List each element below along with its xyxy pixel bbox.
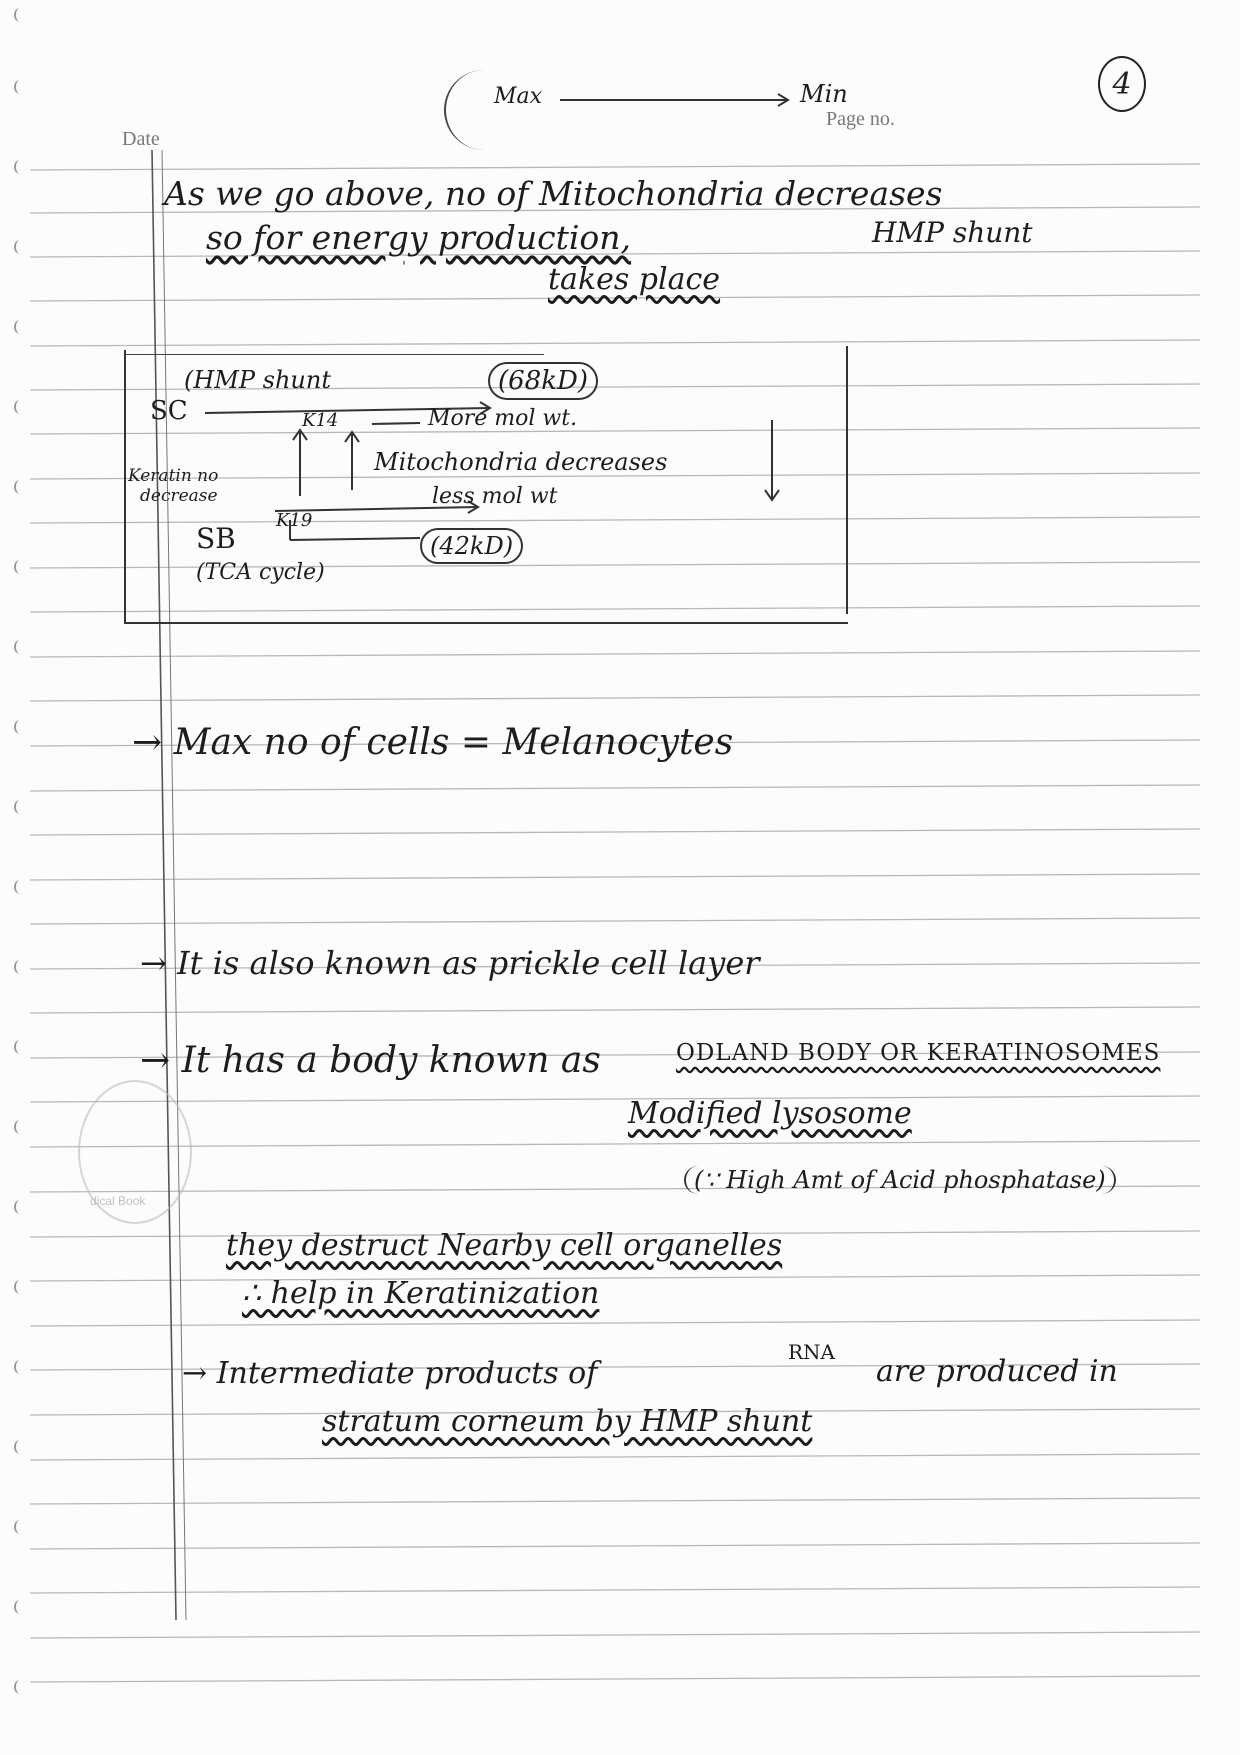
note-stratum: stratum corneum by HMP shunt xyxy=(322,1404,813,1439)
diagram-sb: SB xyxy=(196,522,236,555)
note-keratinization: ∴ help in Keratinization xyxy=(242,1276,600,1311)
diagram-tca: (TCA cycle) xyxy=(196,560,325,585)
line-takes-place: takes place xyxy=(548,262,721,297)
line-hmp-shunt: HMP shunt xyxy=(872,216,1033,249)
note-rna: RNA xyxy=(788,1340,836,1364)
page-number-text: 4 xyxy=(1112,66,1132,102)
binding-ring xyxy=(14,640,26,654)
date-label: Date xyxy=(122,128,160,150)
binding-ring xyxy=(14,880,26,894)
diagram-k19: K19 xyxy=(276,510,313,531)
note-modified-lysosome: Modified lysosome xyxy=(628,1096,912,1131)
diagram-mito: Mitochondria decreases xyxy=(374,448,668,476)
page-number xyxy=(1098,56,1146,112)
box-top-edge xyxy=(124,354,544,355)
binding-ring xyxy=(14,1440,26,1454)
binding-ring xyxy=(14,240,26,254)
note-prickle: → It is also known as prickle cell layer xyxy=(140,944,760,982)
note-acid-phosphatase: (∵ High Amt of Acid phosphatase) xyxy=(684,1166,1116,1194)
binding-ring xyxy=(14,1360,26,1374)
binding-ring xyxy=(14,1520,26,1534)
binding-ring xyxy=(14,1120,26,1134)
binding-ring xyxy=(14,1200,26,1214)
note-intermediate-tail: are produced in xyxy=(876,1354,1118,1389)
binding-ring xyxy=(14,400,26,414)
binding-ring xyxy=(14,960,26,974)
binding-ring xyxy=(14,560,26,574)
line-energy: so for energy production, xyxy=(206,218,632,257)
box-right-edge xyxy=(846,346,848,614)
diagram-less-mol: less mol wt xyxy=(432,484,558,509)
note-destruct: they destruct Nearby cell organelles xyxy=(226,1228,783,1263)
line-mitochondria: As we go above, no of Mitochondria decreases xyxy=(164,174,943,213)
diagram-k14: K14 xyxy=(302,410,339,431)
binding-ring xyxy=(14,1280,26,1294)
diagram-42kd: (42kD) xyxy=(420,528,523,564)
diagram-hmp: (HMP shunt xyxy=(184,366,331,394)
binding-ring xyxy=(14,80,26,94)
diagram-keratin-no: Keratin no xyxy=(128,466,219,486)
note-intermediate-lead: → Intermediate products of xyxy=(182,1356,598,1391)
diagram-68kd: (68kD) xyxy=(488,362,598,400)
binding-ring xyxy=(14,1040,26,1054)
binding-ring xyxy=(14,160,26,174)
diagram-decrease: decrease xyxy=(140,486,218,506)
top-note-min: Min xyxy=(800,80,848,108)
note-max-cells: → Max no of cells = Melanocytes xyxy=(132,722,734,763)
note-odland-body: ODLAND BODY OR KERATINOSOMES xyxy=(676,1040,1161,1066)
note-odland-lead: → It has a body known as xyxy=(140,1040,601,1081)
binding-ring xyxy=(14,1600,26,1614)
diagram-more-mol: More mol wt. xyxy=(428,406,578,431)
binding-ring xyxy=(14,720,26,734)
binding-ring xyxy=(14,320,26,334)
library-stamp xyxy=(78,1080,192,1224)
top-note-max: Max xyxy=(494,84,543,109)
page-no-label: Page no. xyxy=(826,108,895,130)
binding-ring xyxy=(14,1680,26,1694)
binding-ring xyxy=(14,800,26,814)
diagram-sc: SC xyxy=(150,396,188,426)
binding-ring xyxy=(14,8,26,22)
stamp-text: dical Book xyxy=(90,1194,146,1208)
binding-ring xyxy=(14,480,26,494)
max-min-arrow xyxy=(560,90,800,110)
